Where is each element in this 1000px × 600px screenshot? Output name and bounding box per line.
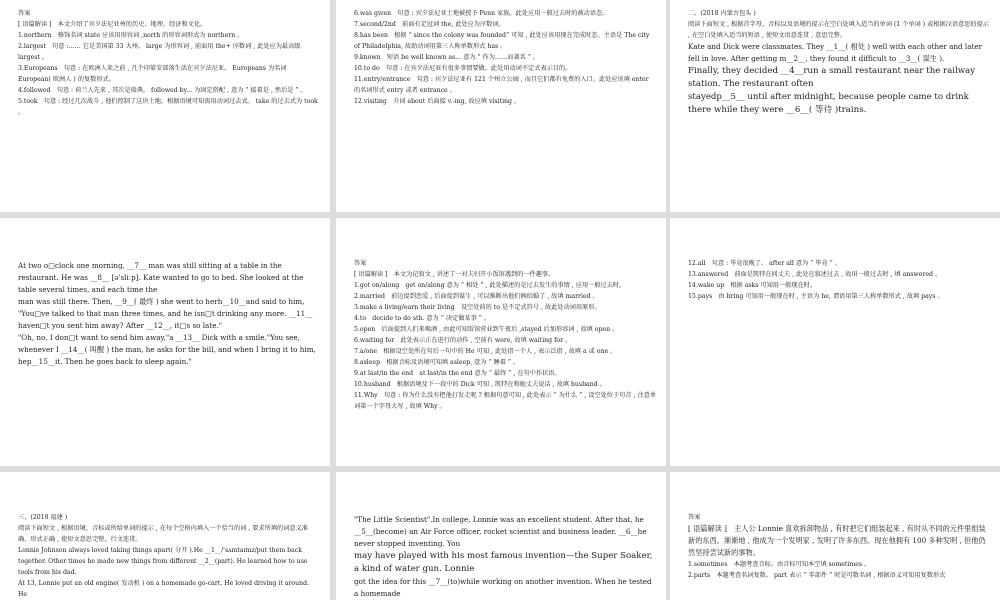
text-line: 15.pays 由 bring 可知用一般现在时 , 主语为 he, 谓语用第三人称单数形式 , 故填 pays 。	[688, 293, 944, 300]
text-line: 10.husband 根据语境及下一段中的 Dick 可知 , 凯特在和她丈夫说话 , 故填 husband 。	[354, 381, 606, 388]
text-line: 答案	[354, 260, 367, 267]
text-line: 答案	[18, 10, 31, 17]
text-line: 2.parts 本题考查名词复数。 part 表示 “ 零部件 ” 时是可数名词 , 根据语义可知用复数形式	[688, 572, 946, 579]
text-line: "Oh, no, I don□t want to send him away,"a __13__ Dick with a smile."You see, whenever I __14__( 叫醒 ) the man, he asks for the bill, and when I bring it to him, hep__15__it. Then he goes back to sleep again."	[18, 333, 316, 366]
text-line: 11.Why 句意 : 你为什么没有把他打发走呢 ? 根据句意可知 , 此处表示 “ 为什么 ” , 设空处位于句首 , 注意单词第一个字母大写 , 故填 Why 。	[354, 392, 657, 410]
text-line: 答案	[688, 514, 701, 521]
text-line: At two o□clock one morning, __7__ man was still sitting at a table in the restaurant. He was __8__ [ə'sliːp]. Kate wanted to go to bed. She looked at the table several times, and each time the	[18, 261, 304, 294]
text-line: 1.got on/along get on/along 意为 “ 相处 ” , 此处描述的是过去发生的事情 , 应用一般过去时。	[354, 282, 626, 289]
page-cell-2[interactable]	[336, 0, 666, 212]
text-line: 9.known 短语 be well known as... 意为 “ 作为……而著名 ” 。	[354, 54, 540, 61]
text-line: [ 语篇解读 ] 本文为记叙文 , 讲述了一对夫妇开小饭馆遇到的一件趣事。	[354, 271, 555, 278]
text-line: 6.waiting for 此处表示正在进行的动作 , 空前有 were, 故填 waiting for 。	[354, 337, 572, 344]
text-line: 二、(2018 内蒙古包头 )	[688, 10, 756, 17]
text-line: 13.answered 前面是凯特在问丈夫 , 此处在叙述过去 , 故用一般过去时 , 填 answered 。	[688, 271, 942, 278]
text-line: [ 语篇解读 ] 主人公 Lonnie 喜欢拆卸物品 , 有时把它们组装起来 , 有时从不同的元件里组装新的东西。渐渐地 , 他成为一个发明家 , 发明了许多东西。现在他拥有 100 多种发明 , 但他仍然坚持尝试新的事物。	[688, 524, 986, 557]
text-line: 12.visiting 介词 about 后面接 v.-ing, 故应填 visiting 。	[354, 98, 521, 105]
text-line: 5.open 后面提到人们来喝酒 , 由此可知饭馆营业到午夜后 ,stayed 后加形容词 , 故填 open 。	[354, 326, 619, 333]
text-line: 8.has been 根据 “ since the colony was founded” 可知 , 此处应该用现在完成时态。主语是 The city of Philadelphia, 故助动词用第三人称单数形式 has 。	[354, 32, 650, 50]
text-line: 三、(2018 福建 )	[18, 514, 68, 521]
text-line: Lonnie Johnson always loved taking things apart( 分开 ).He __1__/'sʌmtaɪmz/put them back together. Other times he made new things from different __2__(part). He learned how to use tools from his dad.	[18, 547, 308, 576]
text-line: 10.to do 句意 : 在宾夕法尼亚有很多事情要做。此处用动词不定式表示目的。	[354, 65, 572, 72]
text-line: 6.was given 句意 : 宾夕法尼亚土地被授予 Penn 家族。此处应用一般过去时的被动语态。	[354, 10, 609, 17]
text-line: 5.took 句意 : 经过几次战斗 , 他们控制了这块土地。根据语境可知需用动词过去式。 take 的过去式为 took 。	[18, 98, 318, 116]
text-line: got the idea for this __7__(to)while working on another invention. When he tested a homemade	[354, 577, 652, 598]
text-line: 8.asleep 根据音标及语境可知填 asleep, 意为 “ 睡着 ” 。	[354, 359, 520, 366]
text-line: stayedp__5__ until after midnight, because people came to drink there while they were __6__( 等待 )trains.	[688, 92, 969, 115]
page-cell-8[interactable]	[336, 472, 666, 600]
text-line: 2.married 前边提到恋爱 , 后面提到谋生 , 可以推断出他们俩结婚了 , 故填 married 。	[354, 293, 599, 300]
text-line: 1.sometimes 本题考查音标。由音标可知本空填 sometimes 。	[688, 561, 871, 568]
text-line: may have played with his most famous invention—the Super Soaker, a kind of water gun. Lonnie	[354, 551, 653, 574]
page-cell-6[interactable]	[670, 218, 1000, 466]
text-line: 2.largest 句意 :…… 它是美国第 33 大州。 large 为形容词 , 前面用 the+ 序数词 , 此处应为最高级 largest 。	[18, 43, 301, 61]
text-line: 7.a/one 根据设空处所在句后一句中的 He 可知 , 此处指一个人 , 表示泛指 , 故填 a 或 one 。	[354, 348, 617, 355]
page-cell-3[interactable]	[670, 0, 1000, 212]
text-line: 9.at last/in the end at last/in the end 意为 “ 最终 ” , 在句中作状语。	[354, 370, 561, 377]
text-line: 3.Europeans 句意 : 在欧洲人来之前 , 几个印第安部落生活在宾夕法尼亚。 Europeans 为名词 European( 欧洲人 ) 的复数形式。	[18, 65, 287, 83]
text-line: Finally, they decided __4__run a small restaurant near the railway station. The restaurant often	[688, 66, 976, 89]
page-cell-9[interactable]	[670, 472, 1000, 600]
text-line: 12.all 句意 : 毕竟很晚了。 after all 意为 “ 毕竟 ” 。	[688, 260, 841, 267]
text-line: 4.to decide to do sth. 意为 “ 决定做某事 ” 。	[354, 315, 491, 322]
text-line: 4.followed 句意 : 荷兰人先来 , 其次是瑞典。 followed by... 为固定搭配 , 意为 “ 接着是 , 然后是 ” 。	[18, 87, 307, 94]
text-line: 3.make a living/earn their living 设空处前的 to 是不定式符号 , 故此处动词用原形。	[354, 304, 601, 311]
page-cell-4[interactable]	[0, 218, 330, 466]
text-line: Kate and Dick were classmates. They __1__( 相处 ) well with each other and later fell in love. After getting m__2__, they found it difficult to __3__( 谋生 ).	[688, 42, 983, 63]
text-line: man was still there. Then, __9__( 最终 ) she went to herh__10__and said to him, "You□ve talked to that man three times, and he isn□t drinking any more. __11__ haven□t you sent him away? After __12__, it□s so late."	[18, 297, 313, 330]
text-line: 1.northern 修饰名词 state 应该用形容词 ,north 的形容词形式为 northern 。	[18, 32, 244, 39]
page-cell-1[interactable]	[0, 0, 330, 212]
text-line: "The Little Scientist".In college, Lonnie was an excellent student. After that, he __5__(become) an Air Force officer, rocket scientist and business leader. __6__he never stopped inventing. You	[354, 515, 647, 548]
text-line: 阅读下面短文 , 根据语境、音标或所给单词的提示 , 在每个空格内填入一个恰当的词 , 要求所填的词意义准确、形式正确 , 使短文意思完整、行文连贯。	[18, 525, 308, 543]
page-cell-5[interactable]	[336, 218, 666, 466]
text-line: 11.entry/entrance 句意 : 宾夕法尼亚有 121 个州立公园 , 而且它们都有免费的入口。此处应该填 enter 的名词形式 entry 或者 entrance 。	[354, 76, 649, 94]
page-cell-7[interactable]	[0, 472, 330, 600]
text-line: 7.second/2nd 前面有定冠词 the, 此处应为序数词。	[354, 21, 505, 28]
text-line: 14.wake up 根据 asks 可知用一般现在时。	[688, 282, 817, 289]
text-line: 阅读下面短文 , 根据首字母、音标以及语境的提示在空白处填入适当的单词 (1 个单词 ) 或根据汉语意思的提示 , 在空白处填入适当的短语 , 使短文语意连贯 , 意思完整。	[688, 21, 989, 39]
text-line: [ 语篇解读 ] 本文介绍了宾夕法尼亚州的历史、地理、经济和文化。	[18, 21, 207, 28]
text-line: At 13, Lonnie put an old engine( 发动机 ) on a homemade go-cart. He loved driving it around. He	[18, 580, 310, 598]
